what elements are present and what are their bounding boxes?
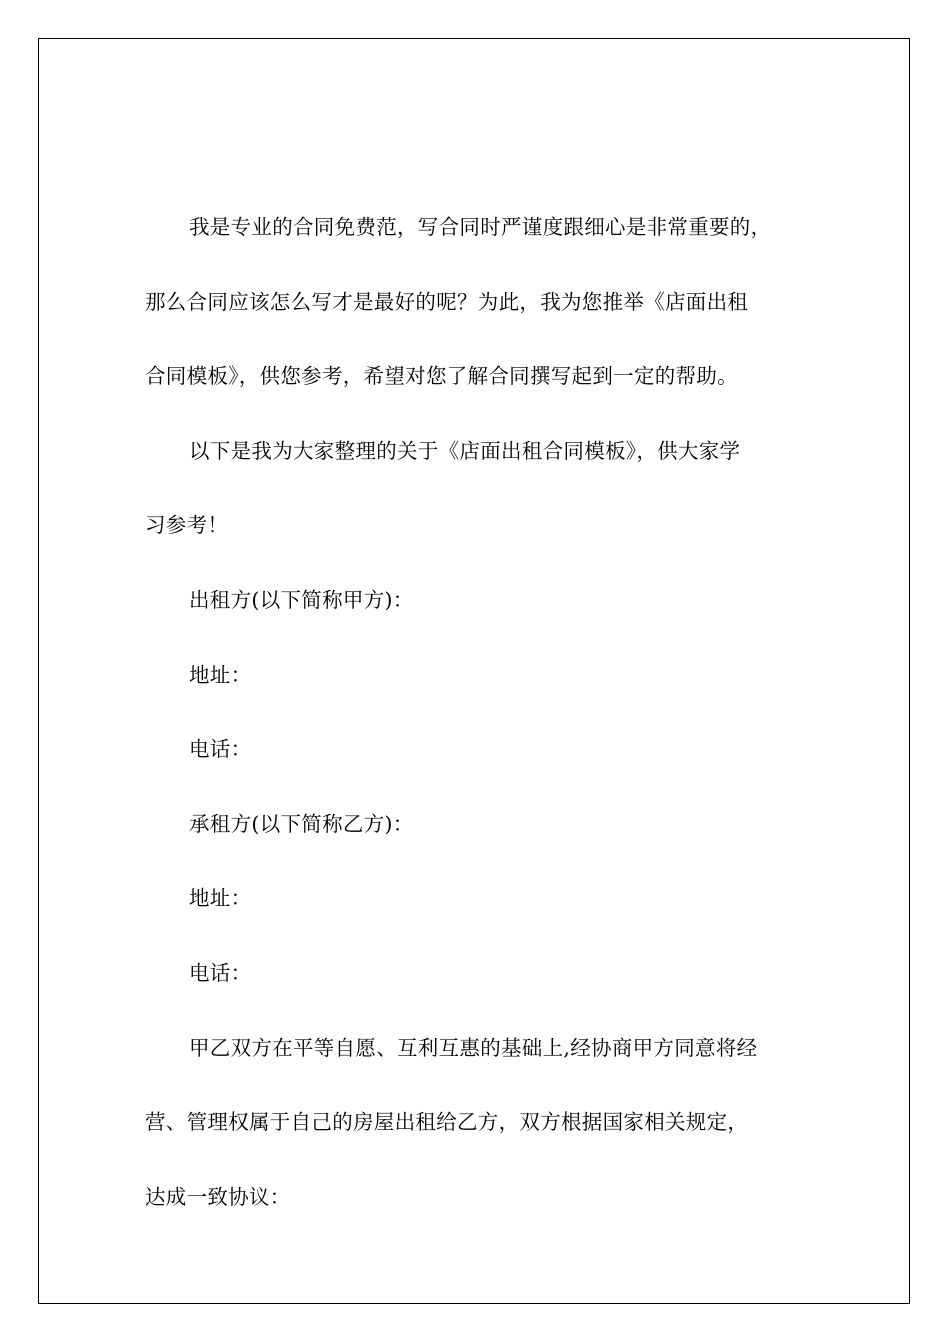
intro-paragraph-line-2: 那么合同应该怎么写才是最好的呢？为此，我为您推举《店面出租 [145,289,749,314]
lessor-phone-label: 电话： [189,737,252,762]
lessee-label: 承租方(以下简称乙方)： [189,811,414,836]
intro-paragraph-line-3: 合同模板》，供您参考，希望对您了解合同撰写起到一定的帮助。 [145,364,738,389]
agreement-paragraph-line-3: 达成一致协议： [145,1184,291,1209]
intro-paragraph-line-1: 我是专业的合同免费范，写合同时严谨度跟细心是非常重要的， [189,215,772,239]
lead-paragraph-line-1: 以下是我为大家整理的关于《店面出租合同模板》，供大家学 [189,438,741,463]
agreement-paragraph-line-2: 营、管理权属于自己的房屋出租给乙方，双方根据国家相关规定， [145,1110,749,1135]
lessor-address-label: 地址： [189,662,252,687]
lead-paragraph-line-2: 习参考！ [145,513,229,538]
lessee-address-label: 地址： [189,886,252,911]
agreement-paragraph-line-1: 甲乙双方在平等自愿、互利互惠的基础上,经协商甲方同意将经 [189,1035,758,1060]
document-body [145,190,810,1234]
lessor-label: 出租方(以下简称甲方)： [189,587,414,612]
lessee-phone-label: 电话： [189,960,252,985]
